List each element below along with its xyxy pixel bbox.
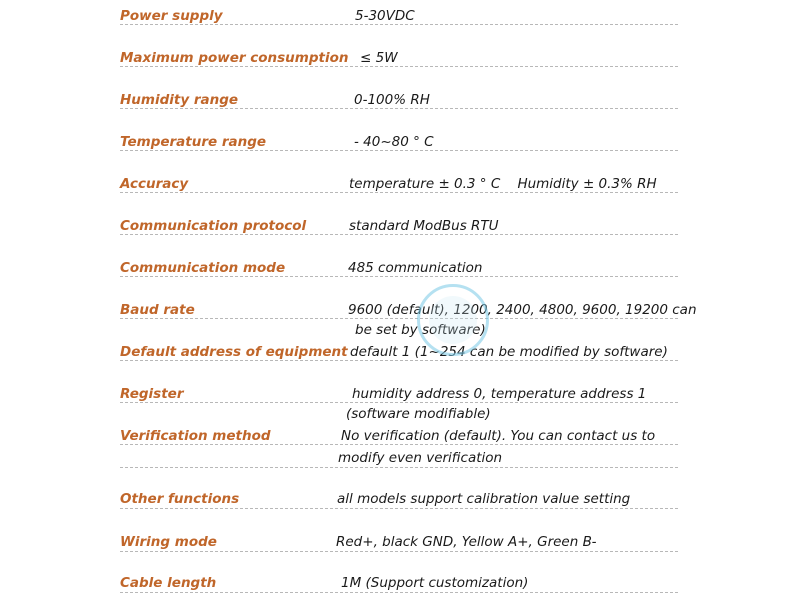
spec-value-communication-mode: 485 communication: [348, 260, 483, 276]
watermark-logo: [417, 284, 489, 356]
row-divider: [120, 551, 678, 552]
spec-label-register: Register: [120, 386, 184, 402]
spec-label-baud-rate: Baud rate: [120, 302, 195, 318]
row-divider: [120, 234, 678, 235]
spec-label-communication-mode: Communication mode: [120, 260, 286, 276]
spec-value-accuracy: temperature ± 0.3 ° C Humidity ± 0.3% RH: [349, 176, 657, 192]
row-divider: [120, 360, 678, 361]
spec-label-verification-method: Verification method: [120, 428, 271, 444]
row-divider: [120, 402, 678, 403]
row-divider: [120, 276, 678, 277]
spec-value-baud-rate: 9600 (default), 1200, 2400, 4800, 9600, 19200 can: [348, 302, 697, 318]
row-divider: [120, 66, 678, 67]
spec-label-accuracy: Accuracy: [120, 176, 189, 192]
spec-label-cable-length: Cable length: [120, 575, 217, 591]
spec-value-communication-protocol: standard ModBus RTU: [349, 218, 499, 234]
row-divider: [120, 108, 678, 109]
spec-value-default-address: default 1 (1~254 can be modified by software): [350, 344, 668, 360]
spec-value-register: humidity address 0, temperature address 1: [352, 386, 647, 402]
spec-value-power-supply: 5-30VDC: [355, 8, 415, 24]
spec-value-register-continued: (software modifiable): [346, 406, 491, 422]
row-divider: [120, 444, 678, 445]
row-divider: [120, 318, 678, 319]
spec-label-other-functions: Other functions: [120, 491, 240, 507]
spec-value-wiring-mode: Red+, black GND, Yellow A+, Green B-: [336, 534, 597, 550]
spec-value-verification-method-continued: modify even verification: [338, 450, 503, 466]
spec-value-cable-length: 1M (Support customization): [341, 575, 529, 591]
spec-label-max-power-consumption: Maximum power consumption: [120, 50, 349, 66]
spec-label-default-address: Default address of equipment: [120, 344, 348, 360]
spec-label-temperature-range: Temperature range: [120, 134, 267, 150]
spec-label-power-supply: Power supply: [120, 8, 223, 24]
spec-label-humidity-range: Humidity range: [120, 92, 239, 108]
spec-value-verification-method: No verification (default). You can contact us to: [341, 428, 656, 444]
spec-value-temperature-range: - 40~80 ° C: [354, 134, 434, 150]
spec-value-max-power-consumption: ≤ 5W: [360, 50, 398, 66]
row-divider: [120, 592, 678, 593]
row-divider: [120, 508, 678, 509]
row-divider: [120, 150, 678, 151]
spec-value-baud-rate-continued: be set by software): [355, 322, 486, 338]
row-divider: [120, 192, 678, 193]
spec-label-wiring-mode: Wiring mode: [120, 534, 217, 550]
row-divider: [120, 24, 678, 25]
spec-value-other-functions: all models support calibration value setting: [337, 491, 631, 507]
spec-label-communication-protocol: Communication protocol: [120, 218, 307, 234]
row-divider: [120, 467, 678, 468]
spec-value-humidity-range: 0-100% RH: [354, 92, 430, 108]
